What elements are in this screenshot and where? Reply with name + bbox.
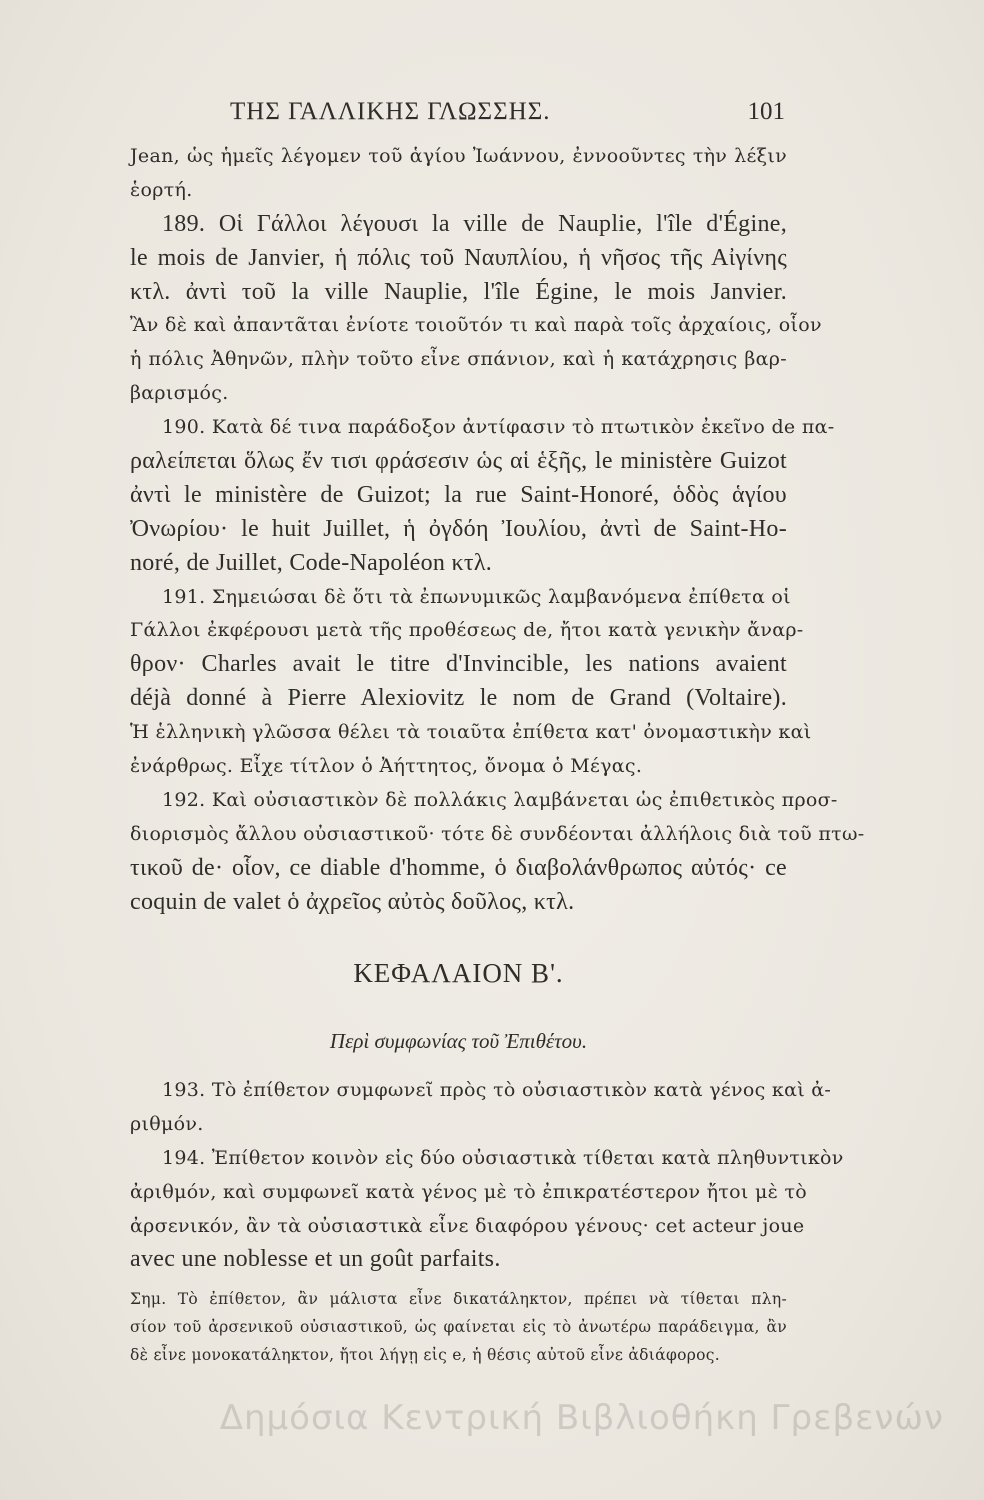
text-line: Ἡ ἑλληνικὴ γλῶσσα θέλει τὰ τοιαῦτα ἐπίθετα κατ' ὀνομαστικὴν καὶ <box>130 721 812 744</box>
text-line: Jean, ὡς ἡμεῖς λέγομεν τοῦ ἁγίου Ἰωάννου, ἐννοοῦντες τὴν λέξιν <box>130 145 787 167</box>
text-line: βαρισμός. <box>130 382 229 405</box>
paragraph-189: 189. Οἱ Γάλλοι λέγουσι la ville de Nauplie, l'île d'Égine, <box>162 210 787 237</box>
text-line: coquin de valet ὁ ἀχρεῖος αὐτὸς δοῦλος, κτλ. <box>130 888 575 915</box>
text-line: ἡ πόλις Ἀθηνῶν, πλὴν τοῦτο εἶνε σπάνιον, καὶ ἡ κατάχρησις βαρ- <box>130 348 787 371</box>
paragraph-193: 193. Τὸ ἐπίθετον συμφωνεῖ πρὸς τὸ οὐσιαστικὸν κατὰ γένος καὶ ἀ- <box>162 1079 832 1101</box>
note-line: δὲ εἶνε μονοκατάληκτον, ἤτοι λήγῃ εἰς e, ἡ θέσις αὐτοῦ εἶνε ἀδιάφορος. <box>130 1346 720 1364</box>
text-line: ριθμόν. <box>130 1112 204 1135</box>
text-line: ραλείπεται ὅλως ἔν τισι φράσεσιν ὡς αἱ ἑξῆς, le ministère Guizot <box>130 448 787 475</box>
text-line: noré, de Juillet, Code-Napoléon κτλ. <box>130 549 493 576</box>
footnote <box>130 1285 787 1369</box>
text-line: διορισμὸς ἄλλου οὐσιαστικοῦ· τότε δὲ συνδέονται ἀλλήλοις διὰ τοῦ πτω- <box>130 822 865 845</box>
text-line: κτλ. ἀντὶ τοῦ la ville Nauplie, l'île Égine, le mois Janvier. <box>130 278 787 305</box>
library-watermark: Δημόσια Κεντρική Βιβλιοθήκη Γρεβενών <box>219 1398 944 1438</box>
paragraph-191: 191. Σημειώσαι δὲ ὅτι τὰ ἐπωνυμικῶς λαμβανόμενα ἐπίθετα οἱ <box>162 585 791 608</box>
page-header <box>230 98 785 138</box>
note-line: Σημ. Τὸ ἐπίθετον, ἂν μάλιστα εἶνε δικατάληκτον, πρέπει νὰ τίθεται πλη- <box>130 1290 787 1308</box>
text-line: Γάλλοι ἐκφέρουσι μετὰ τῆς προθέσεως de, ἤτοι κατὰ γενικὴν ἄναρ- <box>130 619 804 642</box>
text-line: ἀριθμόν, καὶ συμφωνεῖ κατὰ γένος μὲ τὸ ἐπικρατέστερον ἤτοι μὲ τὸ <box>130 1180 808 1203</box>
body-text <box>130 140 865 919</box>
running-title: ΤΗΣ ΓΑΛΛΙΚΗΣ ΓΛΩΣΣΗΣ. <box>230 98 551 125</box>
chapter-title: ΚΕΦΑΛΑΙΟΝ Β'. <box>353 958 564 988</box>
text-line: ἀρσενικόν, ἂν τὰ οὐσιαστικὰ εἶνε διαφόρου γένους· cet acteur joue <box>130 1214 805 1237</box>
paragraph-194: 194. Ἐπίθετον κοινὸν εἰς δύο οὐσιαστικὰ τίθεται κατὰ πληθυντικὸν <box>162 1146 844 1169</box>
page-number: 101 <box>747 98 785 125</box>
note-line: σίον τοῦ ἀρσενικοῦ οὐσιαστικοῦ, ὡς φαίνεται εἰς τὸ ἀνωτέρω παράδειγμα, ἂν <box>130 1318 787 1336</box>
chapter-subtitle: Περὶ συμφωνίας τοῦ Ἐπιθέτου. <box>329 1029 588 1053</box>
text-line: ἐνάρθρως. Εἶχε τίτλον ὁ Ἀήττητος, ὄνομα ὁ Μέγας. <box>130 755 643 778</box>
text-line: Ὀνωρίου· le huit Juillet, ἡ ὀγδόη Ἰουλίου, ἀντὶ de Saint-Ho- <box>130 515 787 542</box>
text-line: Ἂν δὲ καὶ ἀπαντᾶται ἐνίοτε τοιοῦτόν τι καὶ παρὰ τοῖς ἀρχαίοις, οἷον <box>130 314 822 337</box>
text-line: τικοῦ de· οἷον, ce diable d'homme, ὁ διαβολάνθρωπος αὐτός· ce <box>130 854 787 881</box>
text-line: θρον· Charles avait le titre d'Invincible, les nations avaient <box>130 651 787 678</box>
body-text-2 <box>130 1074 844 1277</box>
text-line: ἑορτή. <box>130 178 193 201</box>
paragraph-190: 190. Κατὰ δέ τινα παράδοξον ἀντίφασιν τὸ πτωτικὸν ἐκεῖνο de πα- <box>162 416 835 439</box>
text-line: déjà donné à Pierre Alexiovitz le nom de Grand (Voltaire). <box>130 685 787 712</box>
text-line: avec une noblesse et un goût parfaits. <box>130 1246 501 1273</box>
text-line: ἀντὶ le ministère de Guizot; la rue Saint-Honoré, ὁδὸς ἁγίου <box>130 481 787 508</box>
paragraph-192: 192. Καὶ οὐσιαστικὸν δὲ πολλάκις λαμβάνεται ὡς ἐπιθετικὸς προσ- <box>162 788 838 811</box>
text-line: le mois de Janvier, ἡ πόλις τοῦ Ναυπλίου, ἡ νῆσος τῆς Αἰγίνης <box>130 244 787 271</box>
